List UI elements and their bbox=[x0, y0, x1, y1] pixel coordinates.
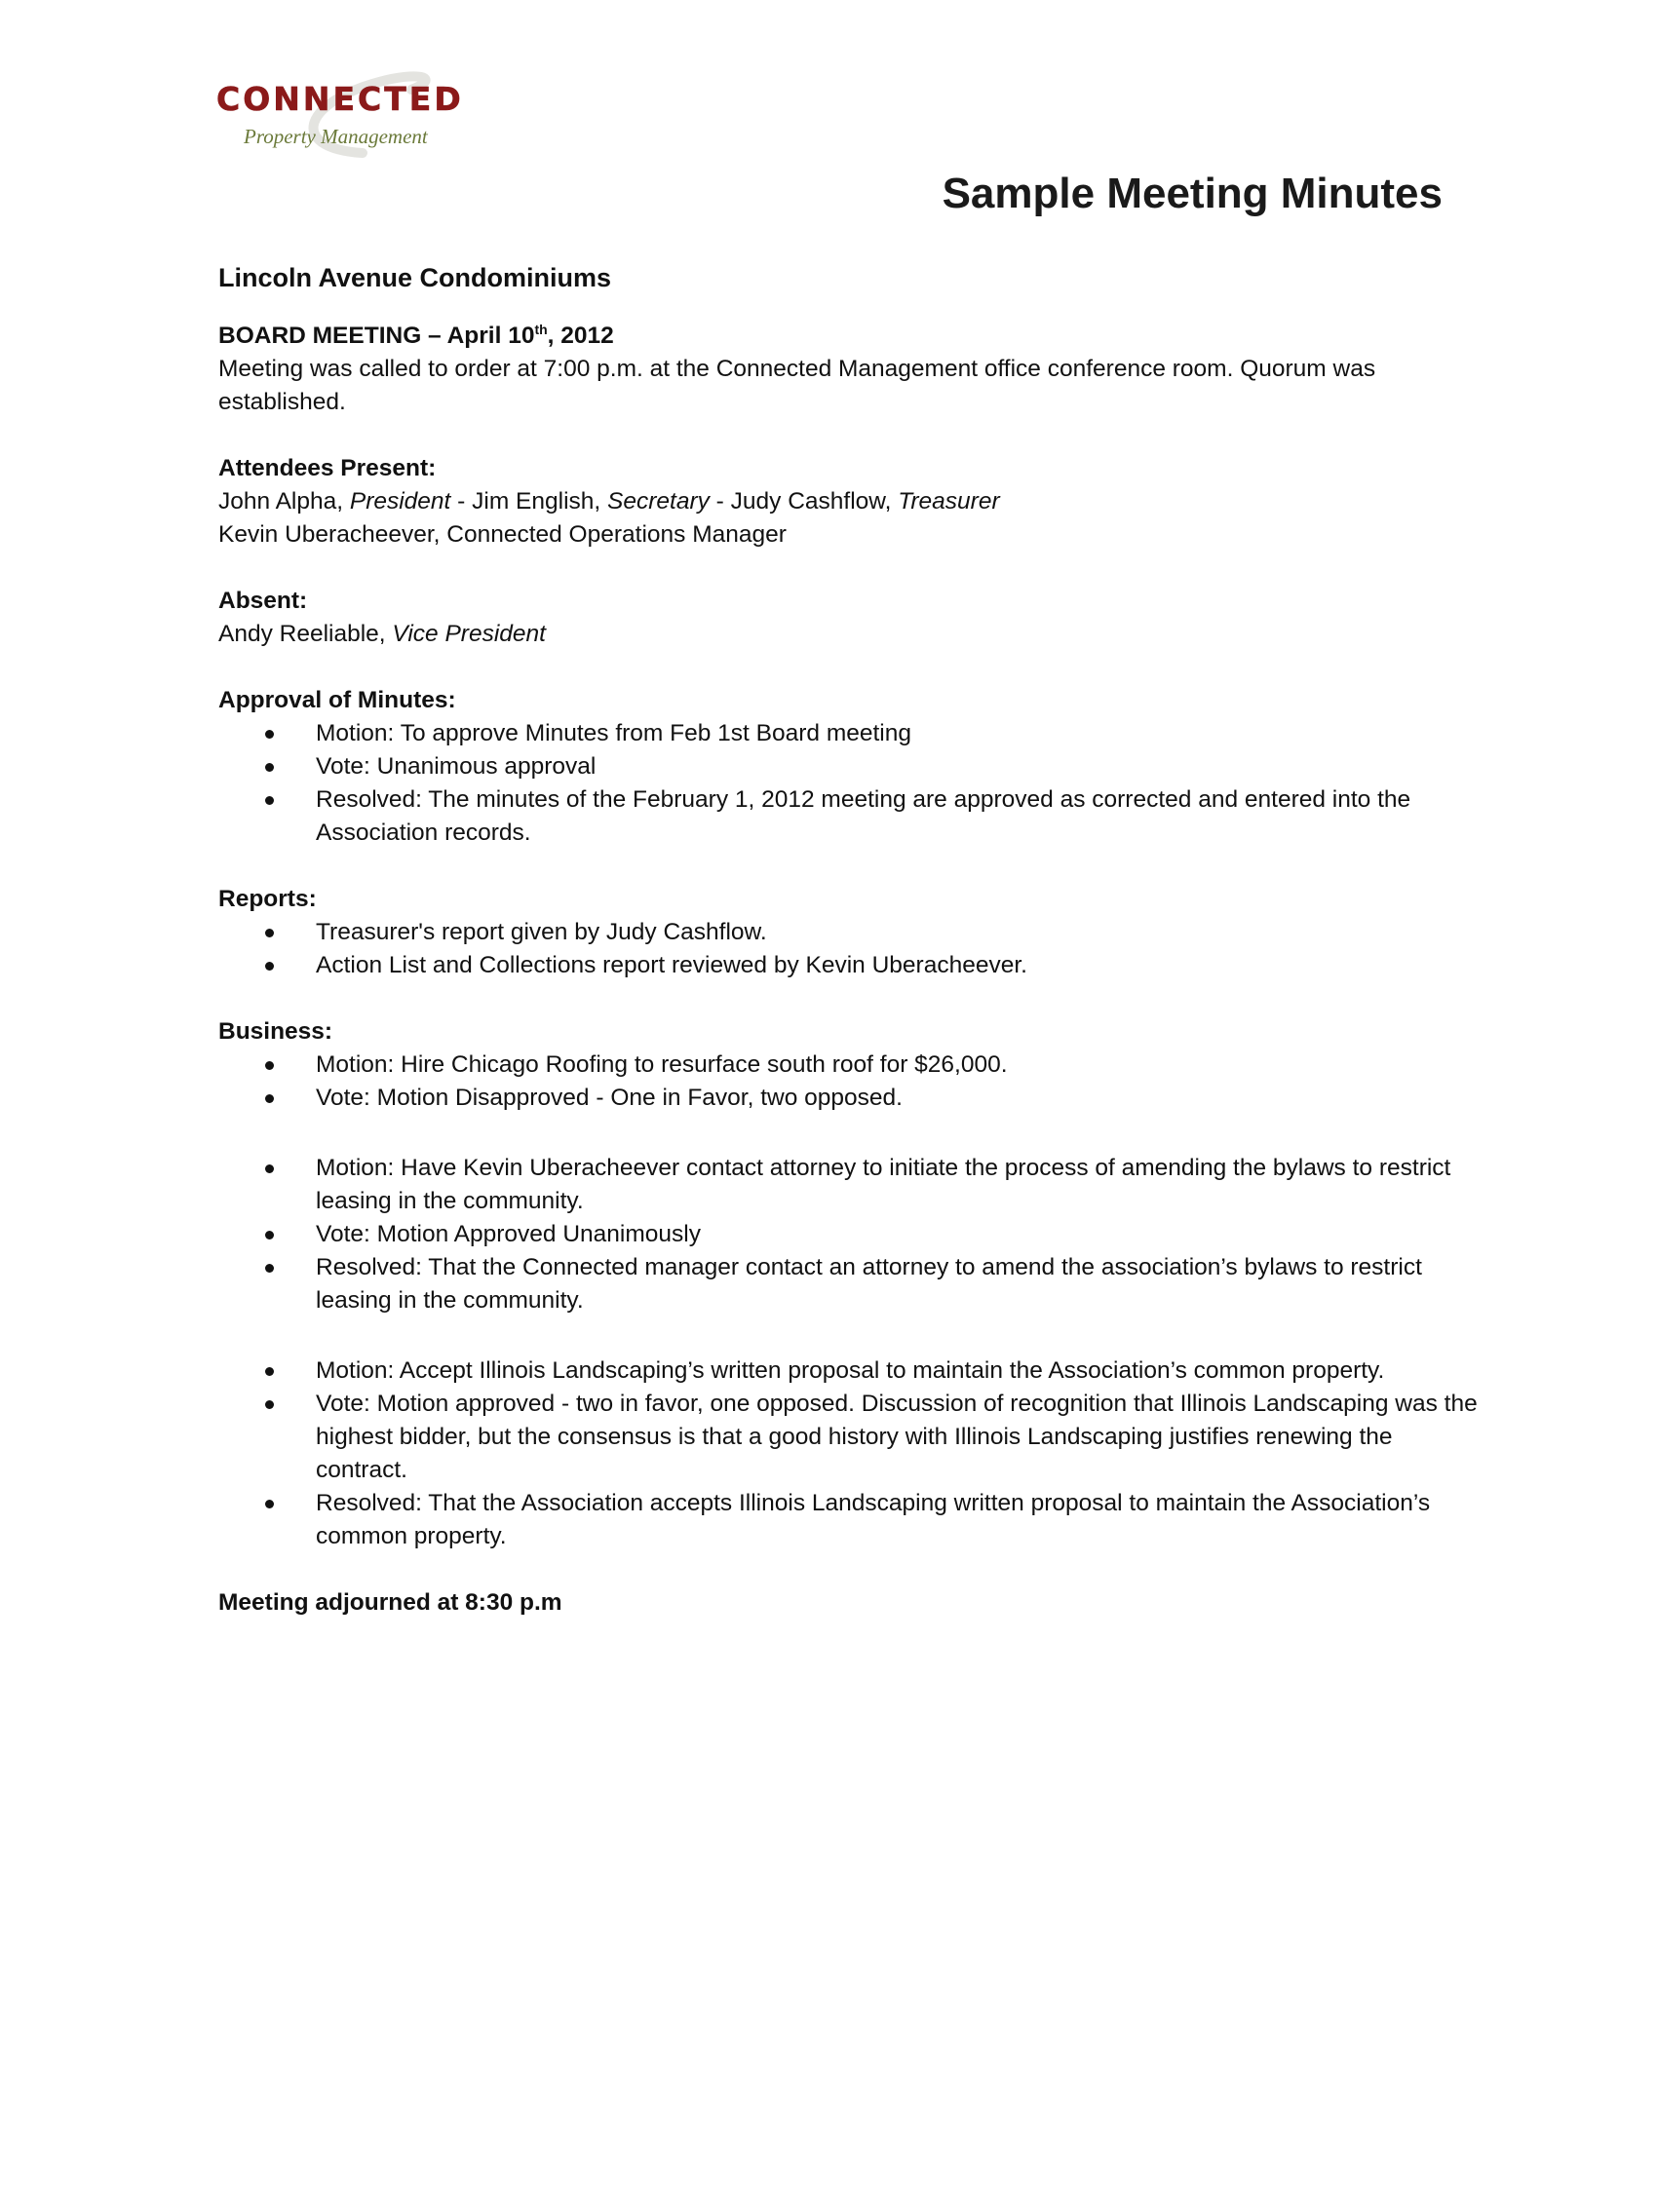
approval-heading: Approval of Minutes: bbox=[218, 687, 456, 713]
business-landscaping-list bbox=[218, 1354, 1485, 1553]
bullet-icon bbox=[265, 763, 274, 772]
list-item: Motion: Accept Illinois Landscaping’s written proposal to maintain the Association’s common property. bbox=[218, 1354, 1485, 1388]
document-title: Sample Meeting Minutes bbox=[942, 170, 1443, 217]
meeting-heading: BOARD MEETING – April 10th, 2012 bbox=[218, 321, 614, 349]
bullet-icon bbox=[265, 1061, 274, 1070]
list-item: Resolved: The minutes of the February 1, 2012 meeting are approved as corrected and entered into the Association records. bbox=[218, 783, 1485, 850]
logo-subtitle: Property Management bbox=[244, 125, 428, 148]
list-item: Vote: Motion approved - two in favor, one opposed. Discussion of recognition that Illinois Landscaping was the highest bidder, but the consensus is that a good history with Illinois Landscaping justifies renewing the contract. bbox=[218, 1388, 1485, 1487]
bullet-icon bbox=[265, 1164, 274, 1173]
minutes-body bbox=[218, 261, 1485, 1620]
attendees-manager: Kevin Uberacheever, Connected Operations Manager bbox=[218, 521, 787, 548]
absent-heading: Absent: bbox=[218, 588, 308, 614]
bullet-icon bbox=[265, 1094, 274, 1103]
business-roofing-list bbox=[218, 1049, 1485, 1115]
bullet-icon bbox=[265, 1264, 274, 1273]
list-item: Motion: Hire Chicago Roofing to resurface south roof for $26,000. bbox=[218, 1049, 1485, 1082]
logo-wordmark: CONNECTED bbox=[216, 80, 464, 118]
list-item: Resolved: That the Association accepts Illinois Landscaping written proposal to maintain the Association’s common property. bbox=[218, 1487, 1485, 1553]
bullet-icon bbox=[265, 1231, 274, 1239]
list-item: Vote: Unanimous approval bbox=[218, 750, 1485, 783]
reports-section bbox=[218, 883, 1485, 982]
company-logo bbox=[216, 60, 489, 158]
attendees-heading: Attendees Present: bbox=[218, 455, 437, 481]
bullet-icon bbox=[265, 962, 274, 971]
business-bylaws-list bbox=[218, 1152, 1485, 1317]
bullet-icon bbox=[265, 1367, 274, 1376]
adjourned-note: Meeting adjourned at 8:30 p.m bbox=[218, 1589, 562, 1616]
attendees-section bbox=[218, 452, 1485, 552]
list-item: Vote: Motion Approved Unanimously bbox=[218, 1218, 1485, 1251]
bullet-icon bbox=[265, 1500, 274, 1508]
meeting-section bbox=[218, 320, 1485, 419]
reports-heading: Reports: bbox=[218, 886, 317, 912]
bullet-icon bbox=[265, 1400, 274, 1409]
business-heading: Business: bbox=[218, 1018, 333, 1045]
spacer bbox=[218, 1115, 1485, 1152]
list-item: Motion: Have Kevin Uberacheever contact attorney to initiate the process of amending the bylaws to restrict leasing in the community. bbox=[218, 1152, 1485, 1218]
attendees-officers: John Alpha, President - Jim English, Secretary - Judy Cashflow, Treasurer bbox=[218, 488, 1000, 515]
approval-section bbox=[218, 684, 1485, 850]
meeting-intro: Meeting was called to order at 7:00 p.m. at the Connected Management office conference room. Quorum was established. bbox=[218, 356, 1376, 415]
organization-name: Lincoln Avenue Condominiums bbox=[218, 263, 612, 292]
list-item: Action List and Collections report reviewed by Kevin Uberacheever. bbox=[218, 949, 1485, 982]
list-item: Treasurer's report given by Judy Cashflow. bbox=[218, 916, 1485, 949]
list-item: Vote: Motion Disapproved - One in Favor, two opposed. bbox=[218, 1082, 1485, 1115]
bullet-icon bbox=[265, 796, 274, 805]
bullet-icon bbox=[265, 929, 274, 937]
absent-member: Andy Reeliable, Vice President bbox=[218, 621, 546, 647]
approval-list bbox=[218, 717, 1485, 850]
absent-section bbox=[218, 585, 1485, 651]
spacer bbox=[218, 1317, 1485, 1354]
business-section bbox=[218, 1015, 1485, 1553]
bullet-icon bbox=[265, 730, 274, 739]
reports-list bbox=[218, 916, 1485, 982]
list-item: Resolved: That the Connected manager contact an attorney to amend the association’s bylaws to restrict leasing in the community. bbox=[218, 1251, 1485, 1317]
list-item: Motion: To approve Minutes from Feb 1st Board meeting bbox=[218, 717, 1485, 750]
